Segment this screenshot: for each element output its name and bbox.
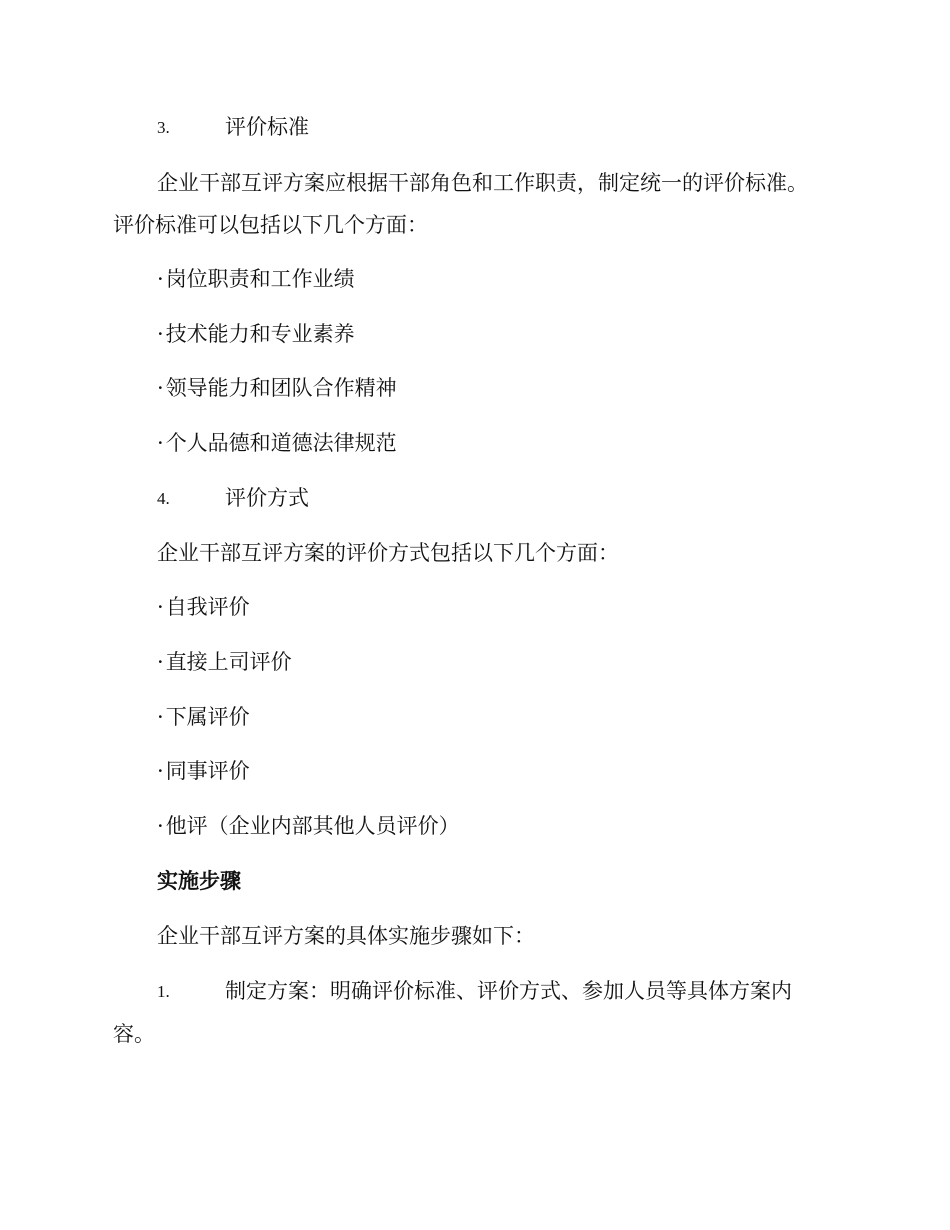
- section-4-title: 评价方式: [225, 486, 309, 510]
- list-item-text: 直接上司评价: [165, 650, 292, 674]
- list-item-text: 自我评价: [165, 595, 250, 619]
- bullet-icon: ·: [157, 322, 164, 346]
- steps-heading: 实施步骤: [157, 868, 241, 893]
- bullet-icon: ·: [157, 705, 164, 729]
- step-1-line-1: 制定方案：明确评价标准、评价方式、参加人员等具体方案内: [225, 979, 792, 1003]
- bullet-icon: ·: [157, 431, 164, 455]
- list-item: [157, 374, 397, 402]
- bullet-icon: ·: [157, 595, 164, 619]
- list-item: [157, 757, 250, 785]
- step-1-line-2: 容。: [113, 1022, 155, 1046]
- bullet-icon: ·: [157, 814, 164, 838]
- section-3-number: 3.: [157, 118, 170, 137]
- list-item-text: 个人品德和道德法律规范: [165, 431, 397, 455]
- list-item-text: 领导能力和团队合作精神: [165, 376, 397, 400]
- methods-intro: 企业干部互评方案的评价方式包括以下几个方面：: [157, 541, 619, 565]
- bullet-icon: ·: [157, 650, 164, 674]
- criteria-intro-line-1: 企业干部互评方案应根据干部角色和工作职责，制定统一的评价标准。: [157, 171, 808, 195]
- list-item-text: 岗位职责和工作业绩: [165, 267, 355, 291]
- bullet-icon: ·: [157, 267, 164, 291]
- bullet-icon: ·: [157, 759, 164, 783]
- list-item: [157, 648, 292, 676]
- step-1-number: 1.: [157, 982, 170, 1001]
- criteria-intro-line-2: 评价标准可以包括以下几个方面：: [113, 213, 428, 237]
- list-item: [157, 429, 397, 457]
- list-item: [157, 593, 250, 621]
- list-item: [157, 703, 250, 731]
- section-4-number: 4.: [157, 489, 170, 508]
- list-item: [157, 812, 460, 840]
- list-item-text: 同事评价: [165, 759, 250, 783]
- list-item-text: 下属评价: [165, 705, 250, 729]
- list-item-text: 技术能力和专业素养: [165, 322, 355, 346]
- section-3-title: 评价标准: [225, 115, 309, 139]
- list-item-text: 他评（企业内部其他人员评价）: [165, 814, 460, 838]
- bullet-icon: ·: [157, 376, 164, 400]
- list-item: [157, 320, 355, 348]
- steps-intro: 企业干部互评方案的具体实施步骤如下：: [157, 924, 535, 948]
- list-item: [157, 265, 355, 293]
